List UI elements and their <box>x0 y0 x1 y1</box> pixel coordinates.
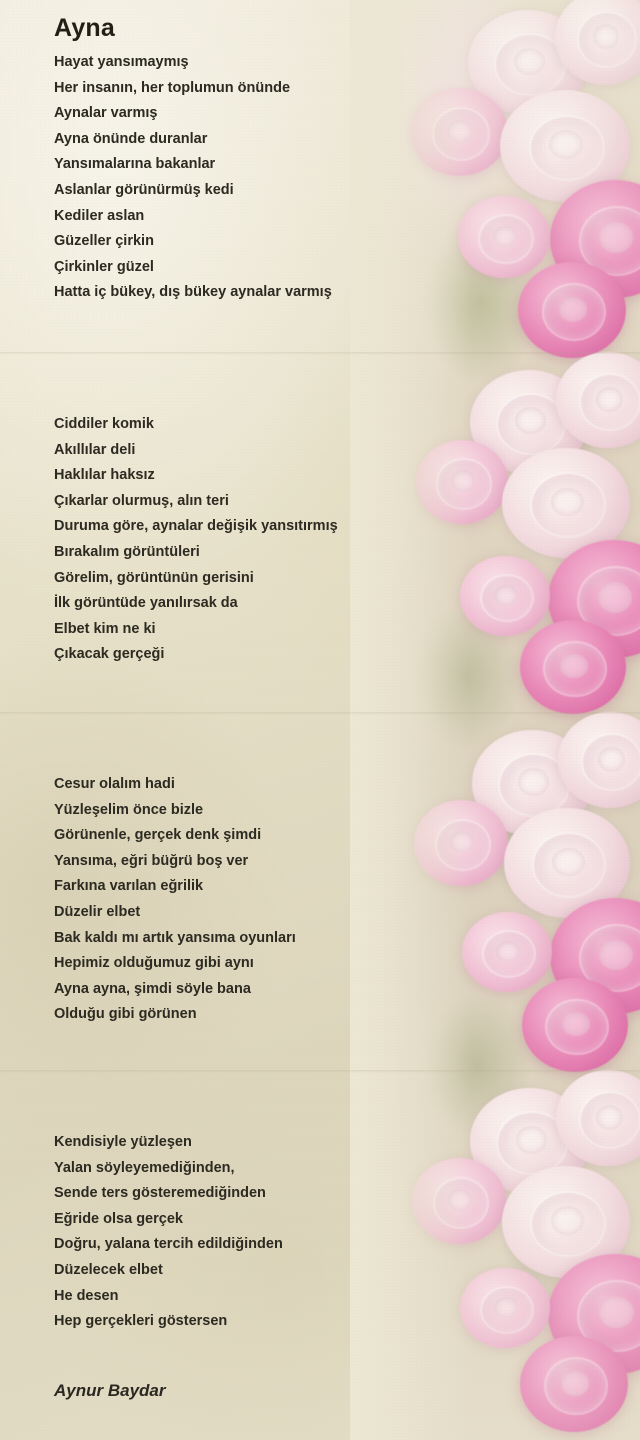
poem-line: Aynalar varmış <box>54 105 158 122</box>
poem-line: He desen <box>54 1287 119 1304</box>
paper-seam <box>0 352 640 355</box>
poem-line: Hayat yansımaymış <box>54 54 189 70</box>
poem-line: Hatta iç bükey, dış bükey aynalar varmış <box>54 284 332 301</box>
rose-icon <box>460 556 550 636</box>
rose-icon <box>522 978 628 1072</box>
rose-icon <box>470 370 588 474</box>
poem-line: Kendisiyle yüzleşen <box>54 1134 192 1150</box>
poem-line: Duruma göre, aynalar değişik yansıtırmış <box>54 518 338 535</box>
poem-line: Ciddiler komik <box>54 416 154 432</box>
rose-icon <box>504 808 630 918</box>
rose-icon <box>502 1166 630 1278</box>
author-name: Aynur Baydar <box>54 1381 166 1400</box>
stanza-4 <box>54 1130 414 1335</box>
poem-line: Çirkinler güzel <box>54 258 154 275</box>
page-title: Ayna <box>54 14 116 42</box>
rose-icon <box>458 196 550 278</box>
rose-icon <box>548 540 640 658</box>
rose-icon <box>470 1088 590 1194</box>
stanza-2 <box>54 412 414 668</box>
rose-icon <box>460 1268 550 1348</box>
poem-line: Düzelir elbet <box>54 903 141 920</box>
poem-line: Kediler aslan <box>54 207 145 224</box>
rose-icon <box>556 352 640 448</box>
rose-icon <box>548 1254 640 1374</box>
poem-line: Bırakalım görüntüleri <box>54 543 200 560</box>
poem-line: Ayna ayna, şimdi söyle bana <box>54 980 251 997</box>
poem-line: Farkına varılan eğrilik <box>54 878 204 895</box>
poem-line: Hepimiz olduğumuz gibi aynı <box>54 955 254 972</box>
rose-icon <box>462 912 552 992</box>
rose-icon <box>410 88 508 176</box>
rose-icon <box>550 898 640 1014</box>
rose-icon <box>556 1070 640 1166</box>
poem-line: Görünenle, gerçek denk şimdi <box>54 827 262 844</box>
rose-icon <box>414 800 508 886</box>
poem-line: Elbet kim ne ki <box>54 620 156 637</box>
poem-line: Akıllılar deli <box>54 441 136 458</box>
poem-line: Düzelecek elbet <box>54 1261 163 1278</box>
poem-line: Her insanın, her toplumun önünde <box>54 79 291 96</box>
rose-icon <box>500 90 630 202</box>
rose-icon <box>520 620 626 714</box>
poem-line: Aslanlar görünürmüş kedi <box>54 181 234 198</box>
poem-line: Güzeller çirkin <box>54 233 154 250</box>
rose-icon <box>518 262 626 358</box>
rose-icon <box>472 730 592 836</box>
poem-line: Sende ters gösteremediğinden <box>54 1185 266 1202</box>
stanza-1 <box>54 50 414 306</box>
poem-line: Haklılar haksız <box>54 467 155 484</box>
rose-icon <box>550 180 640 298</box>
poem-line: Eğride olsa gerçek <box>54 1210 183 1227</box>
stanza-3 <box>54 772 414 1028</box>
poem-line: Yalan söyleyemediğinden, <box>54 1159 235 1176</box>
rose-icon <box>412 1158 506 1244</box>
poem-line: Yüzleşelim önce bizle <box>54 801 204 818</box>
rose-icon <box>520 1336 628 1432</box>
poem-line: Olduğu gibi görünen <box>54 1006 197 1023</box>
poem-line: Yansımalarına bakanlar <box>54 156 216 173</box>
poem-line: Yansıma, eğri büğrü boş ver <box>54 852 249 869</box>
rose-icon <box>468 10 588 115</box>
rose-icon <box>416 440 508 524</box>
paper-seam <box>0 712 640 715</box>
poem-line: Bak kaldı mı artık yansıma oyunları <box>54 929 296 946</box>
rose-icon <box>555 0 640 85</box>
poem-line: Ayna önünde duranlar <box>54 130 208 147</box>
poem-line: Doğru, yalana tercih edildiğinden <box>54 1236 283 1253</box>
poem-line: Çıkacak gerçeği <box>54 646 165 663</box>
poem-line: Cesur olalım hadi <box>54 776 175 792</box>
poem-line: Görelim, görüntünün gerisini <box>54 569 254 586</box>
rose-icon <box>502 448 630 558</box>
paper-seam <box>0 1070 640 1073</box>
rose-icon <box>558 712 640 808</box>
poem-line: Çıkarlar olurmuş, alın teri <box>54 492 229 509</box>
poem-line: İlk görüntüde yanılırsak da <box>54 595 238 612</box>
poem-line: Hep gerçekleri göstersen <box>54 1313 228 1330</box>
